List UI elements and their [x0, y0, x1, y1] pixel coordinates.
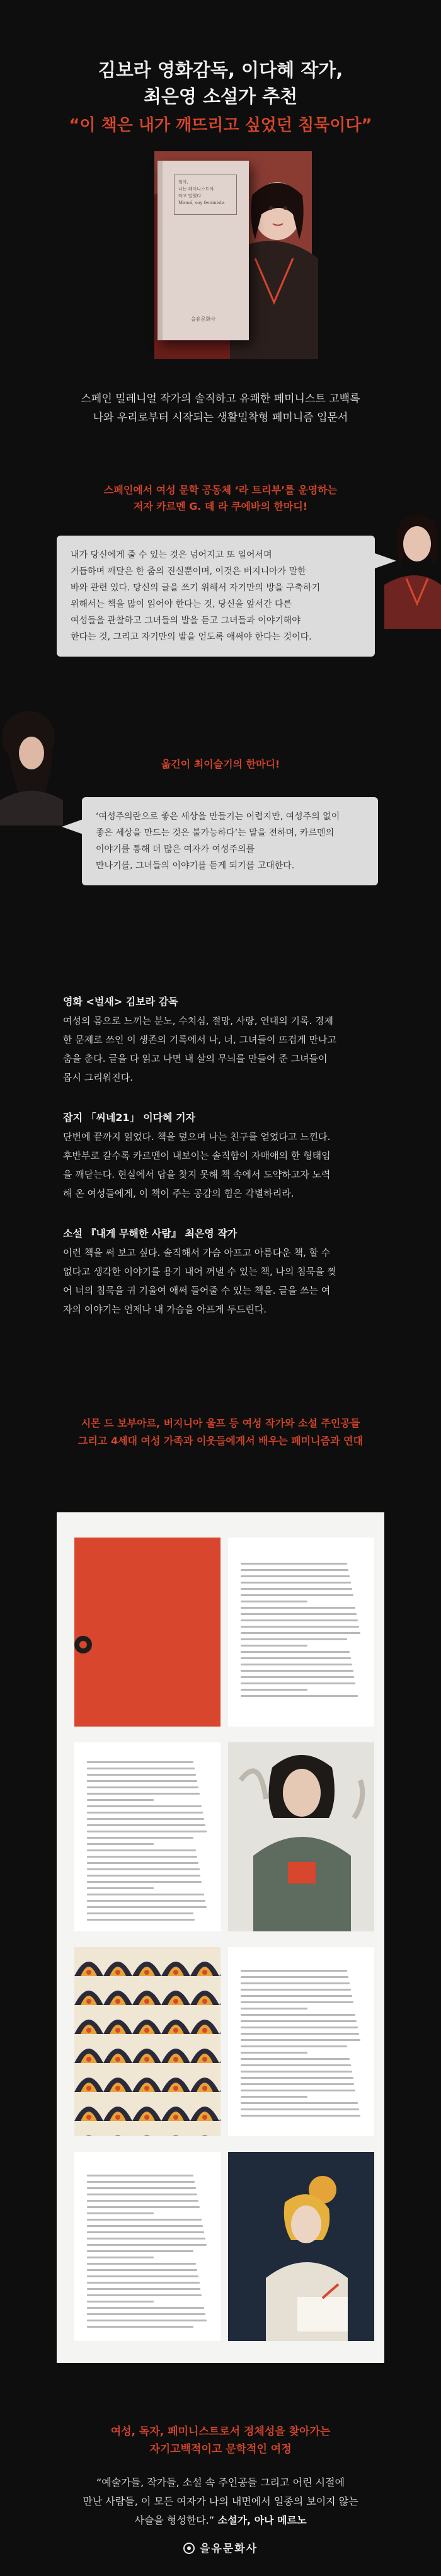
hero-title-line-2: 최은영 소설가 추천 — [143, 86, 298, 107]
text-line-placeholder — [87, 2238, 205, 2240]
final-quote-author: 소설가, 아나 메르노 — [214, 2514, 307, 2526]
text-line-placeholder — [241, 1563, 347, 1565]
mid-lead-line: 시몬 드 보부아르, 버지니아 울프 등 여성 작가와 소설 주인공들 — [81, 1417, 360, 1429]
bottom-lead-line: 자기고백적이고 문학적인 여정 — [149, 2443, 292, 2456]
review-line: 을 깨닫는다. 현실에서 답을 찾지 못해 책 속에서 도약하고자 노력 — [63, 1169, 331, 1180]
text-line-placeholder — [87, 2250, 193, 2252]
text-line-placeholder — [241, 1982, 350, 1984]
text-line-placeholder — [241, 2052, 307, 2054]
text-line-placeholder — [241, 1638, 347, 1640]
text-line-placeholder — [87, 1849, 196, 1851]
review-item — [63, 1224, 416, 1319]
text-line-placeholder — [87, 2313, 205, 2315]
text-line-placeholder — [241, 2027, 358, 2028]
text-line-placeholder — [241, 1645, 307, 1647]
text-line-placeholder — [241, 2102, 358, 2104]
text-line-placeholder — [241, 1619, 358, 1621]
text-line-placeholder — [241, 2064, 351, 2066]
translator-quote-bubble — [82, 797, 378, 885]
text-line-placeholder — [241, 1632, 360, 1634]
text-line-placeholder — [241, 1588, 352, 1590]
text-line-placeholder — [87, 2307, 204, 2309]
text-line-placeholder — [87, 1818, 204, 1820]
pattern-illustration — [74, 1947, 220, 2136]
body-text-block — [241, 1563, 362, 1697]
text-line-placeholder — [87, 1856, 197, 1858]
text-line-placeholder — [241, 1575, 350, 1577]
text-line-placeholder — [241, 1607, 355, 1609]
text-line-placeholder — [87, 1862, 198, 1864]
spread-text-page — [74, 1742, 220, 1931]
text-line-placeholder — [87, 1761, 193, 1763]
text-line-placeholder — [87, 2275, 198, 2277]
text-line-placeholder — [87, 2194, 197, 2195]
bubble-line: 이야기를 통해 더 많은 여자가 여성주의를 — [96, 844, 255, 854]
text-line-placeholder — [87, 2175, 193, 2176]
text-line-placeholder — [241, 1613, 357, 1615]
text-line-placeholder — [87, 1881, 202, 1883]
text-line-placeholder — [87, 2181, 195, 2183]
text-line-placeholder — [241, 2071, 352, 2073]
author-lead-line: 스페인에서 여성 문학 공동체 ‘라 트리부’를 운영하는 — [103, 484, 338, 496]
text-line-placeholder — [87, 2206, 200, 2208]
text-line-placeholder — [241, 1995, 352, 1997]
text-line-placeholder — [241, 1657, 351, 1659]
text-line-placeholder — [241, 2045, 347, 2047]
final-quote — [0, 2473, 441, 2530]
text-line-placeholder — [87, 1831, 207, 1832]
intro-line: 나와 우리로부터 시작되는 생활밀착형 페미니즘 입문서 — [93, 411, 348, 424]
text-line-placeholder — [87, 1887, 154, 1889]
reading-woman-illustration — [228, 1742, 374, 1931]
hero-title-line-1: 김보라 영화감독, 이다혜 작가, — [98, 59, 343, 81]
mid-lead-line: 그리고 4세대 여성 가족과 이웃들에게서 배우는 페미니즘과 연대 — [78, 1435, 363, 1447]
text-line-placeholder — [87, 2282, 200, 2284]
text-line-placeholder — [87, 1906, 207, 1908]
text-line-placeholder — [241, 1670, 353, 1672]
text-line-placeholder — [87, 1894, 204, 1895]
review-author: 소설 『내게 무해한 사람』 최은영 작가 — [63, 1228, 238, 1239]
final-quote-line — [0, 2511, 441, 2530]
text-line-placeholder — [241, 2108, 359, 2110]
text-line-placeholder — [241, 1594, 353, 1596]
bubble-line: 내가 당신에게 줄 수 있는 것은 넘어지고 또 일어서며 — [71, 550, 272, 560]
spread-text-page — [228, 1947, 374, 2136]
text-line-placeholder — [241, 1626, 359, 1628]
review-item — [63, 1108, 416, 1203]
writing-woman-illustration — [228, 2152, 374, 2341]
text-line-placeholder — [241, 1651, 350, 1653]
text-line-placeholder — [87, 1793, 200, 1795]
text-line-placeholder — [241, 1582, 351, 1584]
bottom-lead-line: 여성, 독자, 페미니스트로서 정체성을 찾아가는 — [110, 2425, 331, 2438]
text-line-placeholder — [87, 1919, 195, 1921]
review-line: 자의 이야기는 언제나 내 가슴을 아프게 두드린다. — [63, 1304, 267, 1315]
bottom-lead — [0, 2423, 441, 2458]
translator-portrait — [0, 699, 69, 825]
review-body — [63, 1127, 416, 1203]
text-line-placeholder — [87, 2225, 203, 2227]
text-line-placeholder — [87, 1900, 205, 1902]
text-line-placeholder — [87, 1812, 203, 1814]
book-title-line: 라고 말했다 — [178, 193, 202, 198]
publisher-logo-text: 을유문화사 — [199, 2543, 258, 2555]
review-line: 한 문제로 쓰인 이 생존의 기록에서 나, 너, 그녀들이 뜨겁게 만나고 — [63, 1034, 336, 1045]
text-line-placeholder — [87, 2244, 207, 2246]
review-line: 여성의 몸으로 느끼는 분노, 수치심, 절망, 사랑, 연대의 기록. 경제 — [63, 1015, 334, 1026]
text-line-placeholder — [87, 1824, 205, 1826]
text-line-placeholder — [241, 2001, 353, 2003]
bubble-line: 한다는 것, 그리고 자기만의 발을 얻도록 애써야 한다는 것이다. — [71, 632, 312, 642]
text-line-placeholder — [87, 1786, 198, 1788]
author-lead — [0, 482, 441, 515]
text-line-placeholder — [87, 2320, 207, 2321]
text-line-placeholder — [241, 1695, 358, 1697]
text-line-placeholder — [241, 1689, 307, 1691]
text-line-placeholder — [87, 2187, 196, 2189]
text-line-placeholder — [87, 2269, 197, 2271]
chapter-icon — [74, 1632, 96, 1657]
book-title-line: 엄마, — [178, 180, 188, 185]
publisher-logo[interactable] — [0, 2539, 441, 2555]
review-line: 춤을 춘다. 글을 다 읽고 나면 내 살의 무늬를 만들어 준 그녀들이 — [63, 1053, 328, 1064]
review-line: 몹시 그리워진다. — [63, 1072, 133, 1083]
author-quote-bubble — [57, 536, 375, 657]
author-lead-line: 저자 카르멘 G. 데 라 쿠에바의 한마디! — [133, 500, 308, 512]
review-body — [63, 1011, 416, 1087]
text-line-placeholder — [241, 2077, 353, 2079]
text-line-placeholder — [241, 1682, 355, 1684]
hero-quote: “이 책은 내가 깨뜨리고 싶었던 침묵이다” — [69, 116, 372, 135]
body-text-block — [87, 2175, 208, 2328]
text-line-placeholder — [87, 2219, 202, 2221]
text-line-placeholder — [241, 2115, 360, 2117]
review-body — [63, 1243, 416, 1319]
bubble-line: ‘여성주의란으로 좋은 세상을 만들기는 어렵지만, 여성주의 없이 — [96, 812, 340, 822]
text-line-placeholder — [241, 1976, 348, 1978]
text-line-placeholder — [87, 1837, 193, 1839]
text-line-placeholder — [241, 1676, 354, 1678]
intro-text — [0, 389, 441, 427]
review-item — [63, 992, 416, 1087]
text-line-placeholder — [87, 1805, 202, 1807]
text-line-placeholder — [241, 2033, 359, 2035]
text-line-placeholder — [241, 1601, 307, 1602]
final-quote-line-text: 사슬을 형성한다.” — [134, 2514, 215, 2526]
bubble-line: 바와 관련 있다. 당신의 글을 쓰기 위해서 자기만의 방을 구축하기 — [71, 583, 321, 593]
text-line-placeholder — [87, 2326, 193, 2328]
book-spreads — [57, 1512, 384, 2363]
bubble-line: 좋은 세상을 만드는 것은 불가능하다’는 말을 전하며, 카르멘의 — [96, 828, 335, 838]
book-section — [0, 151, 441, 359]
book-title-line: 나는 페미니스트야 — [178, 187, 214, 192]
text-line-placeholder — [87, 2263, 196, 2265]
text-line-placeholder — [241, 2020, 357, 2022]
bubble-line: 만나기를, 그녀들의 이야기를 듣게 되기를 고대한다. — [96, 861, 295, 871]
review-line: 어 너의 침묵을 귀 기울여 애써 들어줄 수 있는 책을. 글을 쓰는 여 — [63, 1285, 331, 1296]
text-line-placeholder — [87, 1912, 193, 1914]
bubble-line: 여성들을 관찰하고 그녀들의 발을 듣고 그녀들과 이야기해야 — [71, 616, 301, 626]
intro-line: 스페인 밀레니얼 작가의 솔직하고 유쾌한 페미니스트 고백록 — [81, 393, 360, 405]
review-line: 후반부로 갈수록 카르멘이 내보이는 솔직함이 자매애의 한 형태임 — [63, 1150, 331, 1161]
review-author: 영화 <벌새> 김보라 감독 — [63, 996, 178, 1008]
final-quote-line: 만난 사람들, 이 모든 여자가 나의 내면에서 일종의 보이지 않는 — [83, 2495, 358, 2507]
text-line-placeholder — [87, 2200, 198, 2202]
book-spine — [158, 161, 163, 340]
final-quote-line: “예술가들, 작가들, 소설 속 주인공들 그리고 어린 시절에 — [96, 2476, 345, 2488]
text-line-placeholder — [87, 1799, 154, 1801]
body-text-block — [87, 1761, 208, 1921]
text-line-placeholder — [241, 1989, 351, 1991]
review-line: 해 온 여성들에게, 이 책이 주는 공감의 힘은 각별하리라. — [63, 1188, 294, 1199]
review-line: 없다고 생각한 이야기를 용기 내어 꺼낼 수 있는 책, 나의 침묵을 찢 — [63, 1266, 336, 1277]
review-list — [63, 992, 416, 1340]
text-line-placeholder — [87, 2257, 154, 2258]
text-line-placeholder — [87, 1768, 195, 1769]
text-line-placeholder — [241, 1970, 347, 1972]
text-line-placeholder — [241, 2058, 350, 2060]
bubble-line: 위해서는 책을 많이 읽어야 한다는 것, 당신을 앞서간 다른 — [71, 599, 292, 609]
book-title-line: Mamá, soy feminista — [178, 200, 225, 205]
text-line-placeholder — [87, 1843, 154, 1845]
review-author: 잡지 「씨네21」 이다혜 기자 — [63, 1112, 196, 1124]
text-line-placeholder — [241, 1569, 348, 1571]
text-line-placeholder — [241, 2083, 354, 2085]
spread-text-page — [228, 1538, 374, 1727]
translator-lead-line: 옮긴이 최이슬기의 한마디! — [161, 758, 280, 770]
text-line-placeholder — [87, 2212, 154, 2214]
book-title-box — [174, 175, 237, 215]
text-line-placeholder — [241, 2008, 307, 2010]
text-line-placeholder — [241, 2014, 355, 2016]
text-line-placeholder — [241, 1664, 352, 1665]
text-line-placeholder — [87, 2294, 202, 2296]
review-line: 이런 책을 써 보고 싶다. 솔직해서 가슴 아프고 아름다운 책, 할 수 — [63, 1247, 331, 1258]
review-line: 단번에 끝까지 읽었다. 책을 덮으며 나는 친구를 얻었다고 느낀다. — [63, 1131, 331, 1142]
book-publisher: 을유문화사 — [191, 316, 215, 322]
author-portrait — [381, 509, 441, 629]
body-text-block — [241, 1970, 362, 2117]
spread-text-page — [74, 2152, 220, 2341]
book-cover — [158, 161, 249, 340]
text-line-placeholder — [87, 1875, 200, 1877]
bubble-tail — [62, 819, 83, 834]
spread-red-page — [74, 1538, 220, 1727]
text-line-placeholder — [241, 2090, 355, 2091]
text-line-placeholder — [87, 1774, 196, 1776]
hero-title — [0, 57, 441, 110]
publisher-logo-icon — [183, 2543, 195, 2554]
text-line-placeholder — [87, 1868, 200, 1870]
bubble-line: 거듭하며 깨달은 한 줌의 진실뿐이며, 이것은 버지니아가 말한 — [71, 566, 306, 577]
text-line-placeholder — [87, 1780, 197, 1782]
text-line-placeholder — [241, 2039, 360, 2041]
text-line-placeholder — [87, 2231, 204, 2233]
text-line-placeholder — [241, 2096, 307, 2098]
mid-lead — [0, 1415, 441, 1450]
text-line-placeholder — [87, 2288, 200, 2290]
text-line-placeholder — [87, 2301, 154, 2303]
